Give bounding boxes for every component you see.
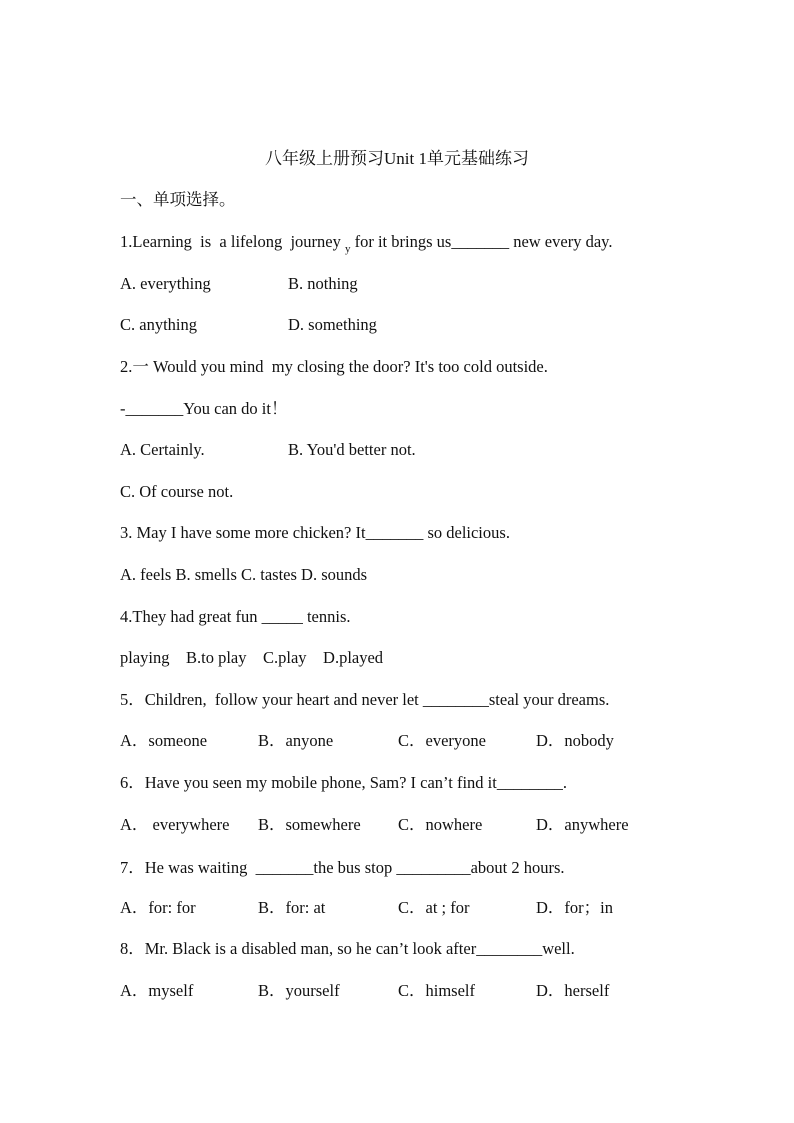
question-7-option-d: D．for；in <box>536 898 613 917</box>
question-7-option-b: B．for: at <box>258 898 326 917</box>
question-7-option-a: A．for: for <box>120 898 196 917</box>
question-1-option-c: C. anything <box>120 315 197 334</box>
question-5-option-b: B．anyone <box>258 731 334 750</box>
question-2: 2.一 Would you mind my closing the door? It's too cold outside. <box>120 357 548 376</box>
question-7: 7．He was waiting _______the bus stop _________about 2 hours. <box>120 858 565 877</box>
section-heading: 一、单项选择。 <box>120 190 236 209</box>
question-8: 8．Mr. Black is a disabled man, so he can’t look after________well. <box>120 939 575 958</box>
question-5-option-c: C．everyone <box>398 731 486 750</box>
question-3-options: A. feels B. smells C. tastes D. sounds <box>120 565 368 584</box>
question-6-option-b: B．somewhere <box>258 815 361 834</box>
question-2-response: -_______You can do it！ <box>120 399 288 418</box>
question-1-stray-mark: y <box>344 243 351 255</box>
question-8-option-b: B．yourself <box>258 981 340 1000</box>
question-1-text-a: 1.Learning is a lifelong journey <box>120 232 345 251</box>
question-5-option-d: D．nobody <box>536 731 614 750</box>
question-6-option-d: D．anywhere <box>536 815 629 834</box>
question-6: 6．Have you seen my mobile phone, Sam? I can’t find it________. <box>120 773 567 792</box>
question-8-option-d: D．herself <box>536 981 610 1000</box>
question-1-text-b: for it brings us_______ new every day. <box>350 232 613 251</box>
question-6-option-a: A． everywhere <box>120 815 230 834</box>
question-8-option-a: A．myself <box>120 981 194 1000</box>
question-2-option-a: A. Certainly. <box>120 440 205 459</box>
question-7-option-c: C．at ; for <box>398 898 470 917</box>
question-4: 4.They had great fun _____ tennis. <box>120 607 351 626</box>
question-5-option-a: A．someone <box>120 731 208 750</box>
question-1-option-b: B. nothing <box>288 274 358 293</box>
question-3: 3. May I have some more chicken? It_______ so delicious. <box>120 523 510 542</box>
question-8-option-c: C．himself <box>398 981 475 1000</box>
question-1-option-d: D. something <box>288 315 377 334</box>
question-5: 5．Children, follow your heart and never let ________steal your dreams. <box>120 690 610 709</box>
question-4-options: playing B.to play C.play D.played <box>120 648 384 667</box>
question-1-option-a: A. everything <box>120 274 211 293</box>
question-1 <box>120 231 612 255</box>
question-6-option-c: C．nowhere <box>398 815 483 834</box>
question-2-option-c: C. Of course not. <box>120 482 234 501</box>
question-2-option-b: B. You'd better not. <box>288 440 416 459</box>
page-title: 八年级上册预习Unit 1单元基础练习 <box>265 149 529 168</box>
